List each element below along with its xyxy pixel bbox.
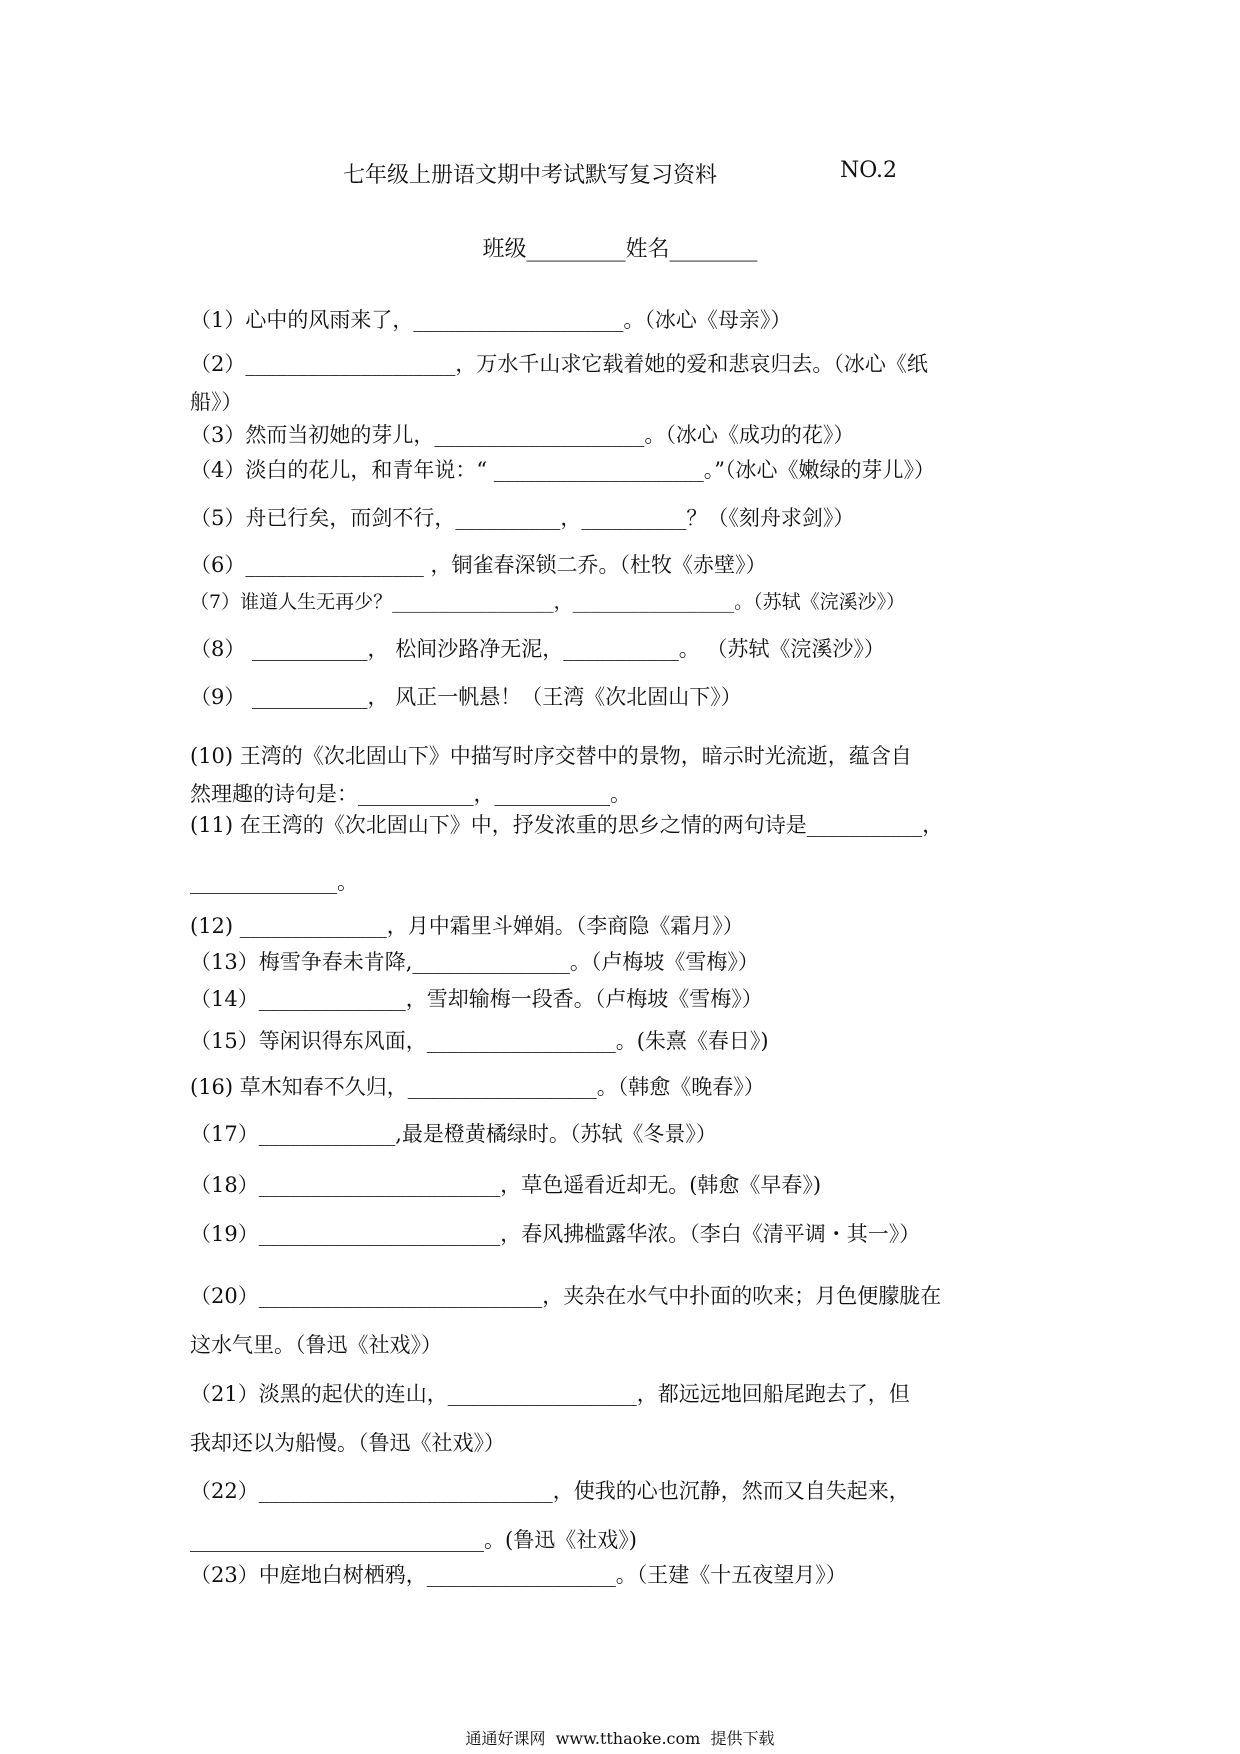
document-title: 七年级上册语文期中考试默写复习资料 xyxy=(343,163,718,188)
question-18: （18）_______________________，草色遥看近却无。(韩愈《早春》) xyxy=(190,1173,822,1197)
question-13: （13）梅雪争春未肯降,_______________。（卢梅坡《雪梅》） xyxy=(190,950,759,974)
question-14: （14）______________，雪却输梅一段香。（卢梅坡《雪梅》） xyxy=(190,987,763,1011)
document-number: NO.2 xyxy=(840,158,897,183)
question-9: （9） ___________， 风正一帆悬！（王湾《次北固山下》） xyxy=(190,685,742,709)
question-4: （4）淡白的花儿，和青年说：“ ____________________。”（冰心《嫩绿的芽儿》） xyxy=(190,458,936,482)
question-5: （5）舟已行矣，而剑不行，__________，__________？（《刻舟求剑》） xyxy=(190,506,855,530)
question-11: (11) 在王湾的《次北固山下》中，抒发浓重的思乡之情的两句诗是___________， xyxy=(190,813,944,837)
footer: 通通好课网 www.tthaoke.com 提供下载 xyxy=(465,1729,775,1748)
question-8: （8） ___________， 松间沙路净无泥，___________。 （苏轼《浣溪沙》） xyxy=(190,637,885,661)
question-19: （19）_______________________，春风拂槛露华浓。（李白《清平调・其一》） xyxy=(190,1222,921,1246)
question-7: （7）谁道人生无再少？_________________，_________________。（苏轼《浣溪沙》） xyxy=(190,591,906,613)
question-1: （1）心中的风雨来了，____________________。（冰心《母亲》） xyxy=(190,308,792,332)
question-10: (10) 王湾的《次北固山下》中描写时序交替中的景物，暗示时光流逝，蕴含自 然理趣的诗句是：___________，___________。 xyxy=(190,744,912,806)
question-6: （6）_________________ ，铜雀春深锁二乔。（杜牧《赤壁》） xyxy=(190,553,767,577)
question-23: （23）中庭地白树栖鸦，__________________。（王建《十五夜望月》） xyxy=(190,1563,847,1587)
question-16: (16) 草木知春不久归，__________________。（韩愈《晚春》） xyxy=(190,1075,765,1099)
question-3: （3）然而当初她的芽儿，____________________。（冰心《成功的花》） xyxy=(190,423,855,447)
question-11-continued: ______________。 xyxy=(190,870,358,894)
question-20: （20）___________________________，夹杂在水气中扑面的吹来；月色便朦胧在 这水气里。（鲁迅《社戏》） xyxy=(190,1284,942,1357)
class-name-line: 班级_________姓名________ xyxy=(482,237,758,262)
question-21: （21）淡黑的起伏的连山，__________________，都远远地回船尾跑去了，但 我却还以为船慢。（鲁迅《社戏》） xyxy=(190,1382,910,1455)
question-22: （22）____________________________，使我的心也沉静，然而又自失起来， ____________________________。(鲁迅《社戏》) xyxy=(190,1479,910,1552)
question-2: （2）____________________，万水千山求它载着她的爱和悲哀归去。（冰心《纸 船》） xyxy=(190,352,928,414)
question-12: (12) ______________，月中霜里斗婵娟。（李商隐《霜月》） xyxy=(190,914,744,938)
question-15: （15）等闲识得东风面，__________________。(朱熹《春日》) xyxy=(190,1029,769,1053)
question-17: （17）_____________,最是橙黄橘绿时。（苏轼《冬景》） xyxy=(190,1122,717,1146)
